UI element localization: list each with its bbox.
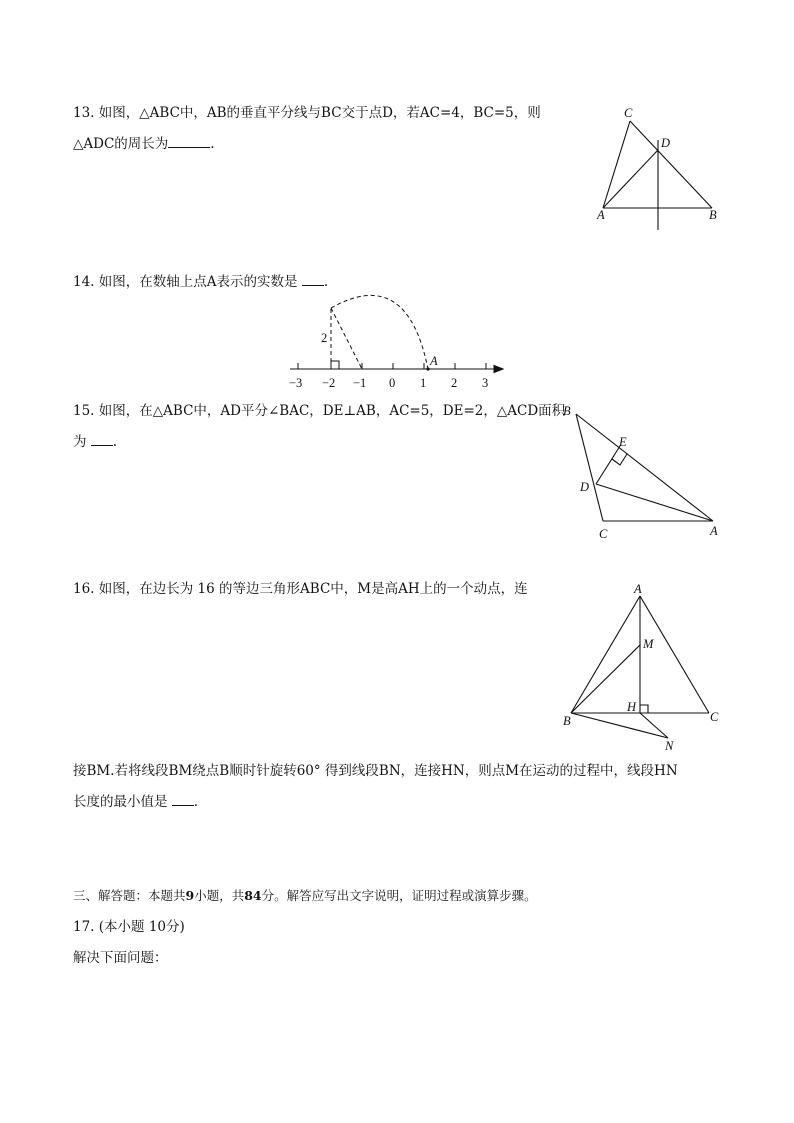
q14-label-height: 2	[321, 331, 328, 345]
q13-label-c: C	[624, 106, 633, 120]
q16-segment-ac	[640, 596, 709, 713]
q17-title: 17. (本小题 10分)	[73, 919, 185, 935]
q16-answer-blank[interactable]	[172, 793, 194, 806]
q16-line3-prefix: 长度的最小值是	[73, 794, 168, 810]
q14-tick-label--1: −1	[353, 376, 367, 390]
q17-subtitle: 解决下面问题：	[73, 950, 168, 966]
q16-text-line1: 16. 如图，在边长为 16 的等边三角形ABC中，M是高AH上的一个动点，连	[73, 581, 528, 597]
q16-label-n: N	[665, 739, 674, 753]
q13-text-line1: 13. 如图，△ABC中，AB的垂直平分线与BC交于点D，若AC=4，BC=5，则	[73, 105, 541, 121]
section3-count: 9	[185, 888, 195, 903]
q16-text-line3	[73, 793, 198, 811]
q13-label-d: D	[661, 136, 671, 150]
q14-tick-label--3: −3	[289, 376, 303, 390]
q14-tick-label--2: −2	[322, 376, 336, 390]
q14-tick-label-2: 2	[451, 376, 458, 390]
q13-line2-suffix: .	[210, 136, 215, 152]
section3-mid1: 小题，共	[194, 888, 245, 903]
q15-label-d: D	[580, 480, 590, 494]
q16-label-a: A	[634, 582, 642, 596]
q16-label-c: C	[710, 710, 719, 724]
q15-suffix: .	[112, 434, 118, 450]
q16-label-m: M	[643, 637, 654, 651]
q14-tick-label-1: 1	[420, 376, 427, 390]
q14-label-a: A	[430, 354, 438, 368]
q13-label-a: A	[597, 208, 605, 222]
q16-suffix: .	[193, 794, 199, 810]
q16-text-line2: 接BM.若将线段BM绕点B顺时针旋转60° 得到线段BN，连接HN，则点M在运动的过程中，线段HN	[73, 763, 678, 779]
q15-label-b: B	[563, 404, 571, 418]
q13-line2-prefix: △ADC的周长为	[73, 136, 169, 152]
q15-label-e: E	[619, 435, 627, 449]
q15-line2-prefix: 为	[73, 434, 87, 450]
q14-tick-label-3: 3	[482, 376, 489, 390]
q15-text-line1: 15. 如图，在△ABC中，AD平分∠BAC，DE⊥AB，AC=5，DE=2，△ACD面积	[73, 403, 566, 419]
q15-label-c: C	[599, 527, 608, 541]
q15-label-a: A	[710, 524, 718, 538]
section3-heading	[73, 887, 537, 905]
q13-label-b: B	[709, 208, 717, 222]
q14-suffix: .	[323, 274, 329, 290]
section3-prefix: 三、解答题：本题共	[73, 888, 186, 903]
q14-tick-label-0: 0	[389, 376, 396, 390]
q14-text-main: 14. 如图，在数轴上点A表示的实数是	[73, 274, 298, 290]
section3-mid2: 分。解答应写出文字说明，证明过程或演算步骤。	[261, 888, 537, 903]
q16-label-b: B	[563, 714, 571, 728]
q16-label-h: H	[627, 700, 637, 714]
q16-right-angle-mark	[640, 705, 648, 713]
section3-score: 84	[244, 888, 262, 903]
